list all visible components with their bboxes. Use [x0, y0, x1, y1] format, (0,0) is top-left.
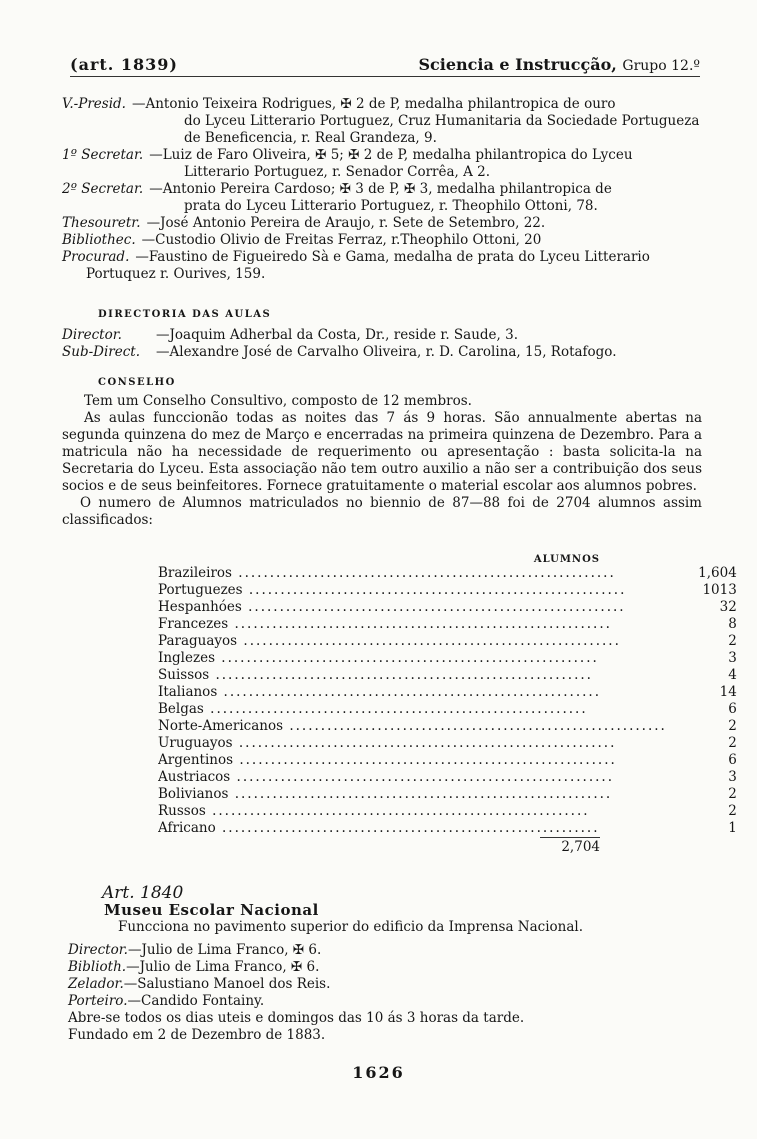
board-text: —Antonio Pereira Cardoso; ✠ 3 de P, ✠ 3, medalha philantropica de	[149, 181, 612, 197]
board-entry	[62, 181, 702, 198]
museu-hours: Abre-se todos os dias uteis e domingos das 10 ás 3 horas da tarde.	[68, 1010, 525, 1026]
nationality-cell	[158, 769, 667, 786]
table-row	[158, 667, 737, 684]
count-cell: 1013	[702, 582, 737, 598]
museu-article: Art. 1840	[102, 883, 184, 903]
table-row	[158, 616, 737, 633]
directoria-text: —Alexandre José de Carvalho Oliveira, r. D. Carolina, 15, Rotafogo.	[156, 344, 617, 360]
board-text: —Faustino de Figueiredo Sà e Gama, medalha de prata do Lyceu Litterario	[135, 249, 650, 265]
nationality-name: Paraguayos	[158, 633, 238, 649]
table-row	[158, 803, 737, 820]
count-cell: 32	[719, 599, 737, 615]
nationality-name: Argentinos	[158, 752, 234, 768]
count-cell: 2	[728, 633, 737, 649]
leader-dots: ............................................................	[209, 667, 593, 683]
directoria-role: Director.	[62, 327, 122, 343]
count-cell: 6	[728, 752, 737, 768]
leader-dots: ............................................................	[215, 820, 600, 836]
board-role: Procurad.	[62, 249, 130, 265]
header-title-text: Sciencia e Instrucção,	[418, 55, 617, 74]
nationality-cell	[158, 684, 667, 701]
count-cell: 2	[728, 735, 737, 751]
leader-dots: ............................................................	[232, 735, 617, 751]
nationality-name: Uruguayos	[158, 735, 233, 751]
directoria-section	[62, 306, 702, 361]
conselho-section	[62, 374, 702, 529]
count-cell: 2	[728, 786, 737, 802]
board-role: V.-Presid.	[62, 96, 126, 112]
board-text: —Luiz de Faro Oliveira, ✠ 5; ✠ 2 de P, medalha philantropica do Lyceu	[149, 147, 633, 163]
board-entry	[62, 232, 702, 249]
nationality-name: Inglezes	[158, 650, 216, 666]
leader-dots: ............................................................	[232, 565, 616, 581]
nationality-cell	[158, 735, 667, 752]
alumnos-intro: O numero de Alumnos matriculados no biennio de 87—88 foi de 2704 alumnos assim classificados:	[62, 495, 702, 528]
museu-staff-entry	[68, 959, 708, 976]
leader-dots: ............................................................	[203, 701, 588, 717]
board-role: Bibliothec.	[62, 232, 136, 248]
count-cell: 1,604	[698, 565, 737, 581]
alumnos-column-header: ALUMNOS	[533, 554, 600, 565]
museu-staff-role: Zelador.	[68, 976, 124, 992]
leader-dots: ............................................................	[230, 769, 615, 785]
page-number: 1626	[352, 1063, 405, 1082]
museu-staff-role: Director.	[68, 942, 128, 958]
conselho-paragraph: As aulas funccionão todas as noites das 7 ás 9 horas. São annualmente abertas na segunda quinzena do mez de Março e encerradas na primeira quinzena de Dezembro. Para a matricula não ha necessidade de requerimento ou apresentação : basta solicita-la na Secretaria do Lyceu. Esta associação não tem outro auxilio a não ser a contribuição dos seus socios e de seus beinfeitores. Fornece gratuitamente o material escolar aos alumnos pobres.	[62, 410, 702, 494]
count-cell: 2	[728, 803, 737, 819]
board-role: 2º Secretar.	[62, 181, 144, 197]
board-text: —José Antonio Pereira de Araujo, r. Sete de Setembro, 22.	[146, 215, 546, 231]
board-entry	[62, 215, 702, 232]
count-cell: 3	[728, 650, 737, 666]
nationality-cell	[158, 633, 667, 650]
alumnos-table	[158, 565, 737, 837]
board-list	[62, 96, 702, 283]
nationality-cell	[158, 616, 667, 633]
directoria-role: Sub-Direct.	[62, 344, 141, 360]
nationality-cell	[158, 565, 667, 582]
count-cell: 2	[728, 718, 737, 734]
nationality-cell	[158, 599, 667, 616]
header-group: Grupo 12.º	[622, 58, 700, 74]
museu-staff-entry	[68, 976, 708, 993]
museu-founded: Fundado em 2 de Dezembro de 1883.	[68, 1027, 326, 1043]
leader-dots: ............................................................	[233, 752, 617, 768]
conselho-line: Tem um Conselho Consultivo, composto de 12 membros.	[84, 393, 472, 409]
museu-staff-entry	[68, 942, 708, 959]
count-cell: 8	[728, 616, 737, 632]
count-cell: 14	[719, 684, 737, 700]
museu-staff-role: Porteiro.	[68, 993, 128, 1009]
nationality-name: Francezes	[158, 616, 229, 632]
nationality-cell	[158, 650, 667, 667]
nationality-cell	[158, 701, 667, 718]
table-row	[158, 718, 737, 735]
board-role: Thesouretr.	[62, 215, 141, 231]
nationality-name: Italianos	[158, 684, 218, 700]
board-text: —Custodio Olivio de Freitas Ferraz, r.Theophilo Ottoni, 20	[141, 232, 542, 248]
table-row	[158, 735, 737, 752]
header-article: (art. 1839)	[70, 55, 178, 74]
museu-section	[68, 885, 708, 1044]
board-text: —Antonio Teixeira Rodrigues, ✠ 2 de P, medalha philantropica de ouro	[131, 96, 616, 112]
leader-dots: ............................................................	[215, 650, 599, 666]
nationality-name: Austriacos	[158, 769, 231, 785]
nationality-cell	[158, 786, 667, 803]
table-row	[158, 565, 737, 582]
directoria-label: DIRECTORIA DAS AULAS	[98, 309, 272, 320]
board-continuation: Portuquez r. Ourives, 159.	[86, 266, 266, 282]
alumnos-total: 2,704	[540, 837, 600, 856]
leader-dots: ............................................................	[283, 718, 667, 734]
count-cell: 1	[728, 820, 737, 836]
museu-name: Museu Escolar Nacional	[104, 901, 319, 919]
table-row	[158, 650, 737, 667]
museu-staff-text: —Julio de Lima Franco, ✠ 6.	[126, 959, 320, 975]
alumnos-total-row	[158, 837, 600, 856]
nationality-name: Suissos	[158, 667, 210, 683]
header-rule	[70, 76, 700, 77]
museu-location: Funcciona no pavimento superior do edificio da Imprensa Nacional.	[118, 919, 584, 935]
nationality-cell	[158, 582, 667, 599]
nationality-name: Portuguezes	[158, 582, 243, 598]
board-entry	[62, 96, 702, 113]
conselho-label: CONSELHO	[98, 377, 176, 388]
nationality-cell	[158, 667, 667, 684]
nationality-name: Belgas	[158, 701, 204, 717]
nationality-name: Russos	[158, 803, 206, 819]
table-row	[158, 633, 737, 650]
alumnos-table-wrap	[158, 554, 737, 856]
directoria-entry	[62, 327, 702, 344]
nationality-cell	[158, 752, 667, 769]
leader-dots: ............................................................	[242, 582, 627, 598]
table-row	[158, 820, 737, 837]
table-row	[158, 769, 737, 786]
leader-dots: ............................................................	[228, 616, 612, 632]
nationality-name: Hespanhóes	[158, 599, 242, 615]
table-row	[158, 582, 737, 599]
nationality-cell	[158, 820, 667, 837]
table-row	[158, 684, 737, 701]
museu-staff-text: —Candido Fontainy.	[127, 993, 265, 1009]
museu-staff-entry	[68, 993, 708, 1010]
museu-staff-text: —Salustiano Manoel dos Reis.	[123, 976, 331, 992]
board-continuation: do Lyceu Litterario Portuguez, Cruz Humanitaria da Sociedade Portugueza de Beneficencia, r. Real Grandeza, 9.	[184, 113, 700, 146]
nationality-cell	[158, 803, 667, 820]
nationality-name: Norte-Americanos	[158, 718, 284, 734]
board-entry	[62, 147, 702, 164]
nationality-name: Bolivianos	[158, 786, 229, 802]
nationality-name: Africano	[158, 820, 216, 836]
count-cell: 4	[728, 667, 737, 683]
board-continuation: prata do Lyceu Litterario Portuguez, r. Theophilo Ottoni, 78.	[184, 198, 598, 214]
table-row	[158, 701, 737, 718]
leader-dots: ............................................................	[237, 633, 621, 649]
board-continuation: Litterario Portuguez, r. Senador Corrêa, A 2.	[184, 164, 491, 180]
directoria-entry	[62, 344, 702, 361]
count-cell: 3	[728, 769, 737, 785]
museu-staff-role: Biblioth.	[68, 959, 127, 975]
count-cell: 6	[728, 701, 737, 717]
leader-dots: ............................................................	[228, 786, 613, 802]
nationality-cell	[158, 718, 667, 735]
directoria-text: —Joaquim Adherbal da Costa, Dr., reside r. Saude, 3.	[156, 327, 519, 343]
page-header	[70, 55, 700, 74]
leader-dots: ............................................................	[217, 684, 602, 700]
header-title	[418, 55, 700, 74]
table-row	[158, 752, 737, 769]
museu-staff-text: —Julio de Lima Franco, ✠ 6.	[127, 942, 322, 958]
table-row	[158, 599, 737, 616]
table-row	[158, 786, 737, 803]
leader-dots: ............................................................	[241, 599, 626, 615]
board-entry	[62, 249, 702, 266]
nationality-name: Brazileiros	[158, 565, 232, 581]
leader-dots: ............................................................	[205, 803, 590, 819]
board-role: 1º Secretar.	[62, 147, 144, 163]
